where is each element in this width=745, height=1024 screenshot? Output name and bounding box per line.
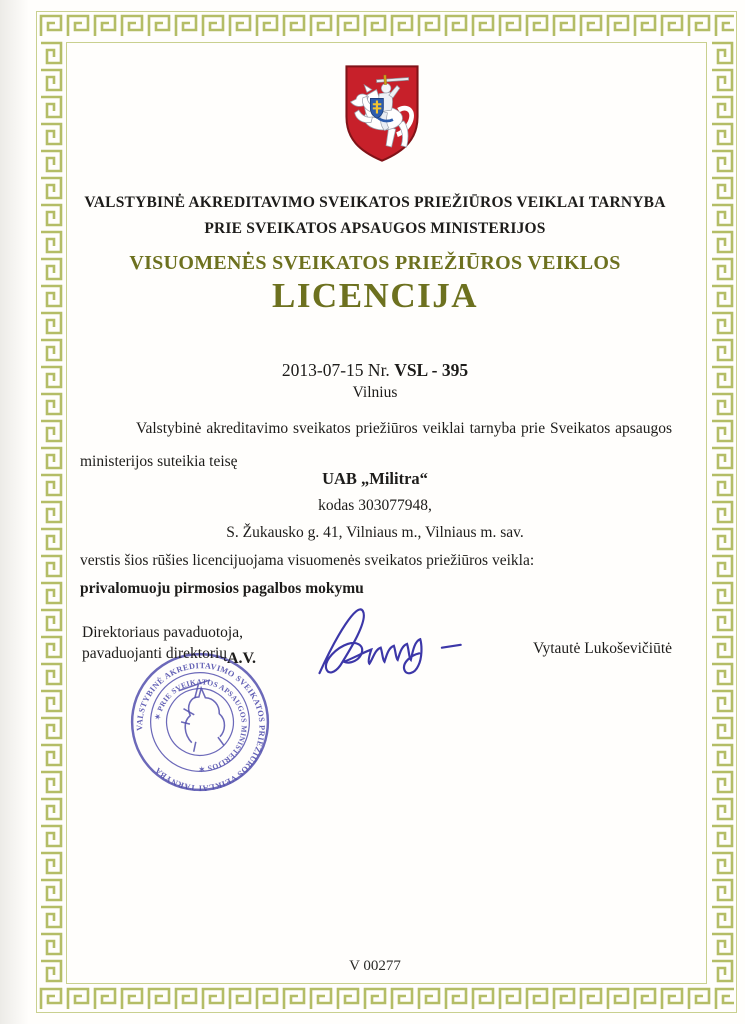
- seal-place-mark: A.V.: [227, 650, 257, 667]
- date-number-line: [80, 360, 670, 381]
- licensee-code: kodas 303077948,: [318, 497, 432, 514]
- document-subtitle: VISUOMENĖS SVEIKATOS PRIEŽIŪROS VEIKLOS: [129, 252, 621, 274]
- form-serial-number: V 00277: [349, 958, 401, 974]
- intro-paragraph: Valstybinė akreditavimo sveikatos priežiūros veiklai tarnyba prie Sveikatos apsaugos ministerijos suteikia teisę: [80, 420, 672, 470]
- issue-city: Vilnius: [352, 384, 398, 401]
- issuing-org: [80, 190, 670, 242]
- license-number: VSL - 395: [394, 360, 469, 380]
- signer-role: [82, 622, 243, 664]
- issue-date: 2013-07-15 Nr.: [281, 360, 390, 380]
- signature: [312, 592, 472, 677]
- licensed-activity: privalomuoju pirmosios pagalbos mokymu: [80, 580, 364, 597]
- signer-name: Vytautė Lukoševičiūtė: [533, 640, 673, 657]
- licensee-address: S. Žukausko g. 41, Vilniaus m., Vilniaus m. sav.: [226, 524, 524, 541]
- signer-role-line-1: Direktoriaus pavaduotoja,: [82, 624, 243, 641]
- coat-of-arms-vytis: [341, 62, 423, 165]
- org-line-2: PRIE SVEIKATOS APSAUGOS MINISTERIJOS: [204, 220, 546, 237]
- signer-role-line-2: pavaduojanti direktorių: [82, 645, 228, 662]
- document-title: LICENCIJA: [271, 276, 479, 315]
- licensee-name: UAB „Militra“: [322, 469, 428, 488]
- grant-line: verstis šios rūšies licencijuojama visuomenės sveikatos priežiūros veikla:: [80, 552, 535, 569]
- stamp-inner-text: ✶ PRIE SVEIKATOS APSAUGOS MINISTERIJOS ✶: [152, 677, 249, 774]
- org-line-1: VALSTYBINĖ AKREDITAVIMO SVEIKATOS PRIEŽIŪROS VEIKLAI TARNYBA: [84, 194, 666, 211]
- stamp-outer-text: VALSTYBINĖ AKREDITAVIMO SVEIKATOS PRIEŽIŪROS VEIKLAI TARNYBA: [135, 661, 267, 793]
